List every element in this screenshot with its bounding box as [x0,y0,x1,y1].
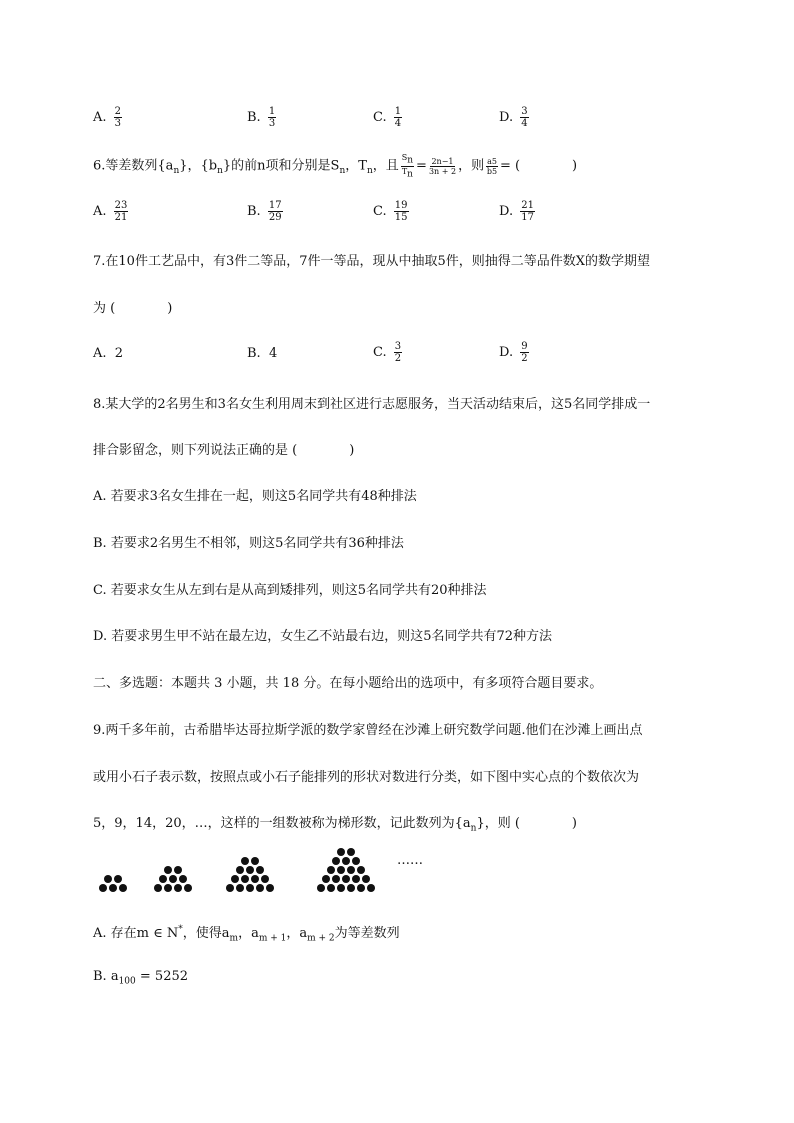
q8-option-c: C. 若要求女生从左到右是从高到矮排列，则这5名同学共有20种排法 [93,583,487,598]
q5-option-b: B. $\frac{1}{3}$ [247,106,276,129]
figure-1 [99,875,127,892]
q9-line1: 9.两千多年前，古希腊毕达哥拉斯学派的数学家曾经在沙滩上研究数学问题.他们在沙滩上画出点 [93,723,643,738]
q6-stem: 6.等差数列$\{a_n\}$，$\{b_n\}$的前n项和分别是$S_n$，$T_n$，且 $\frac{S_n}{T_n}$ = $\frac{2n-1}{3n + 2}$ ，则 $\frac{a5}{b5}$ = ( ) [93,153,578,180]
q7-option-b: B. 4 [247,346,278,361]
q6-option-d: D. $\frac{21}{17}$ [499,200,534,223]
q7-line2: 为 ( ) [93,301,173,316]
q5-option-d: D. $\frac{3}{4}$ [499,106,528,129]
figure-4 [317,848,375,892]
q5-option-c: C. $\frac{1}{4}$ [373,106,402,129]
q8-option-a: A. 若要求3名女生排在一起，则这5名同学共有48种排法 [93,489,417,504]
section-heading-multi-choice: 二、多选题：本题共 3 小题，共 18 分。在每小题给出的选项中，有多项符合题目要求。 [93,676,603,691]
figure-2 [154,866,192,892]
q9-line3: 5，9，14，20，…，这样的一组数被称为梯形数，记此数列为$\{a_n\}$，则 ( ) [93,816,578,834]
figure-ellipsis: …… [397,853,423,868]
q8-line2: 排合影留念，则下列说法正确的是 ( ) [93,443,355,458]
q8-line1: 8.某大学的2名男生和3名女生利用周末到社区进行志愿服务，当天活动结束后，这5名同学排成一 [93,397,651,412]
q7-option-a: A. 2 [93,346,124,361]
q6-option-b: B. $\frac{17}{29}$ [247,200,282,223]
q9-line2: 或用小石子表示数，按照点或小石子能排列的形状对数进行分类，如下图中实心点的个数依次为 [93,770,640,785]
q8-option-d: D. 若要求男生甲不站在最左边，女生乙不站最右边，则这5名同学共有72种方法 [93,629,553,644]
q7-line1: 7.在10件工艺品中，有3件二等品，7件一等品，现从中抽取5件，则抽得二等品件数X的数学期望 [93,254,651,269]
q6-option-c: C. $\frac{19}{15}$ [373,200,408,223]
q9-option-a: A. 存在m ∈ N*，使得$a_m$，$a_{m + 1}$，$a_{m + 2}$为等差数列 [93,924,400,944]
q8-option-b: B. 若要求2名男生不相邻，则这5名同学共有36种排法 [93,536,404,551]
q9-option-b: B. $a_{100} = 5252$ [93,969,189,987]
figure-3 [226,857,274,892]
trapezoid-number-figures [90,848,410,898]
q6-option-a: A. $\frac{23}{21}$ [93,200,128,223]
q5-option-a: A. $\frac{2}{3}$ [93,106,122,129]
q7-option-d: D. $\frac{9}{2}$ [499,341,528,364]
q7-option-c: C. $\frac{3}{2}$ [373,341,402,364]
